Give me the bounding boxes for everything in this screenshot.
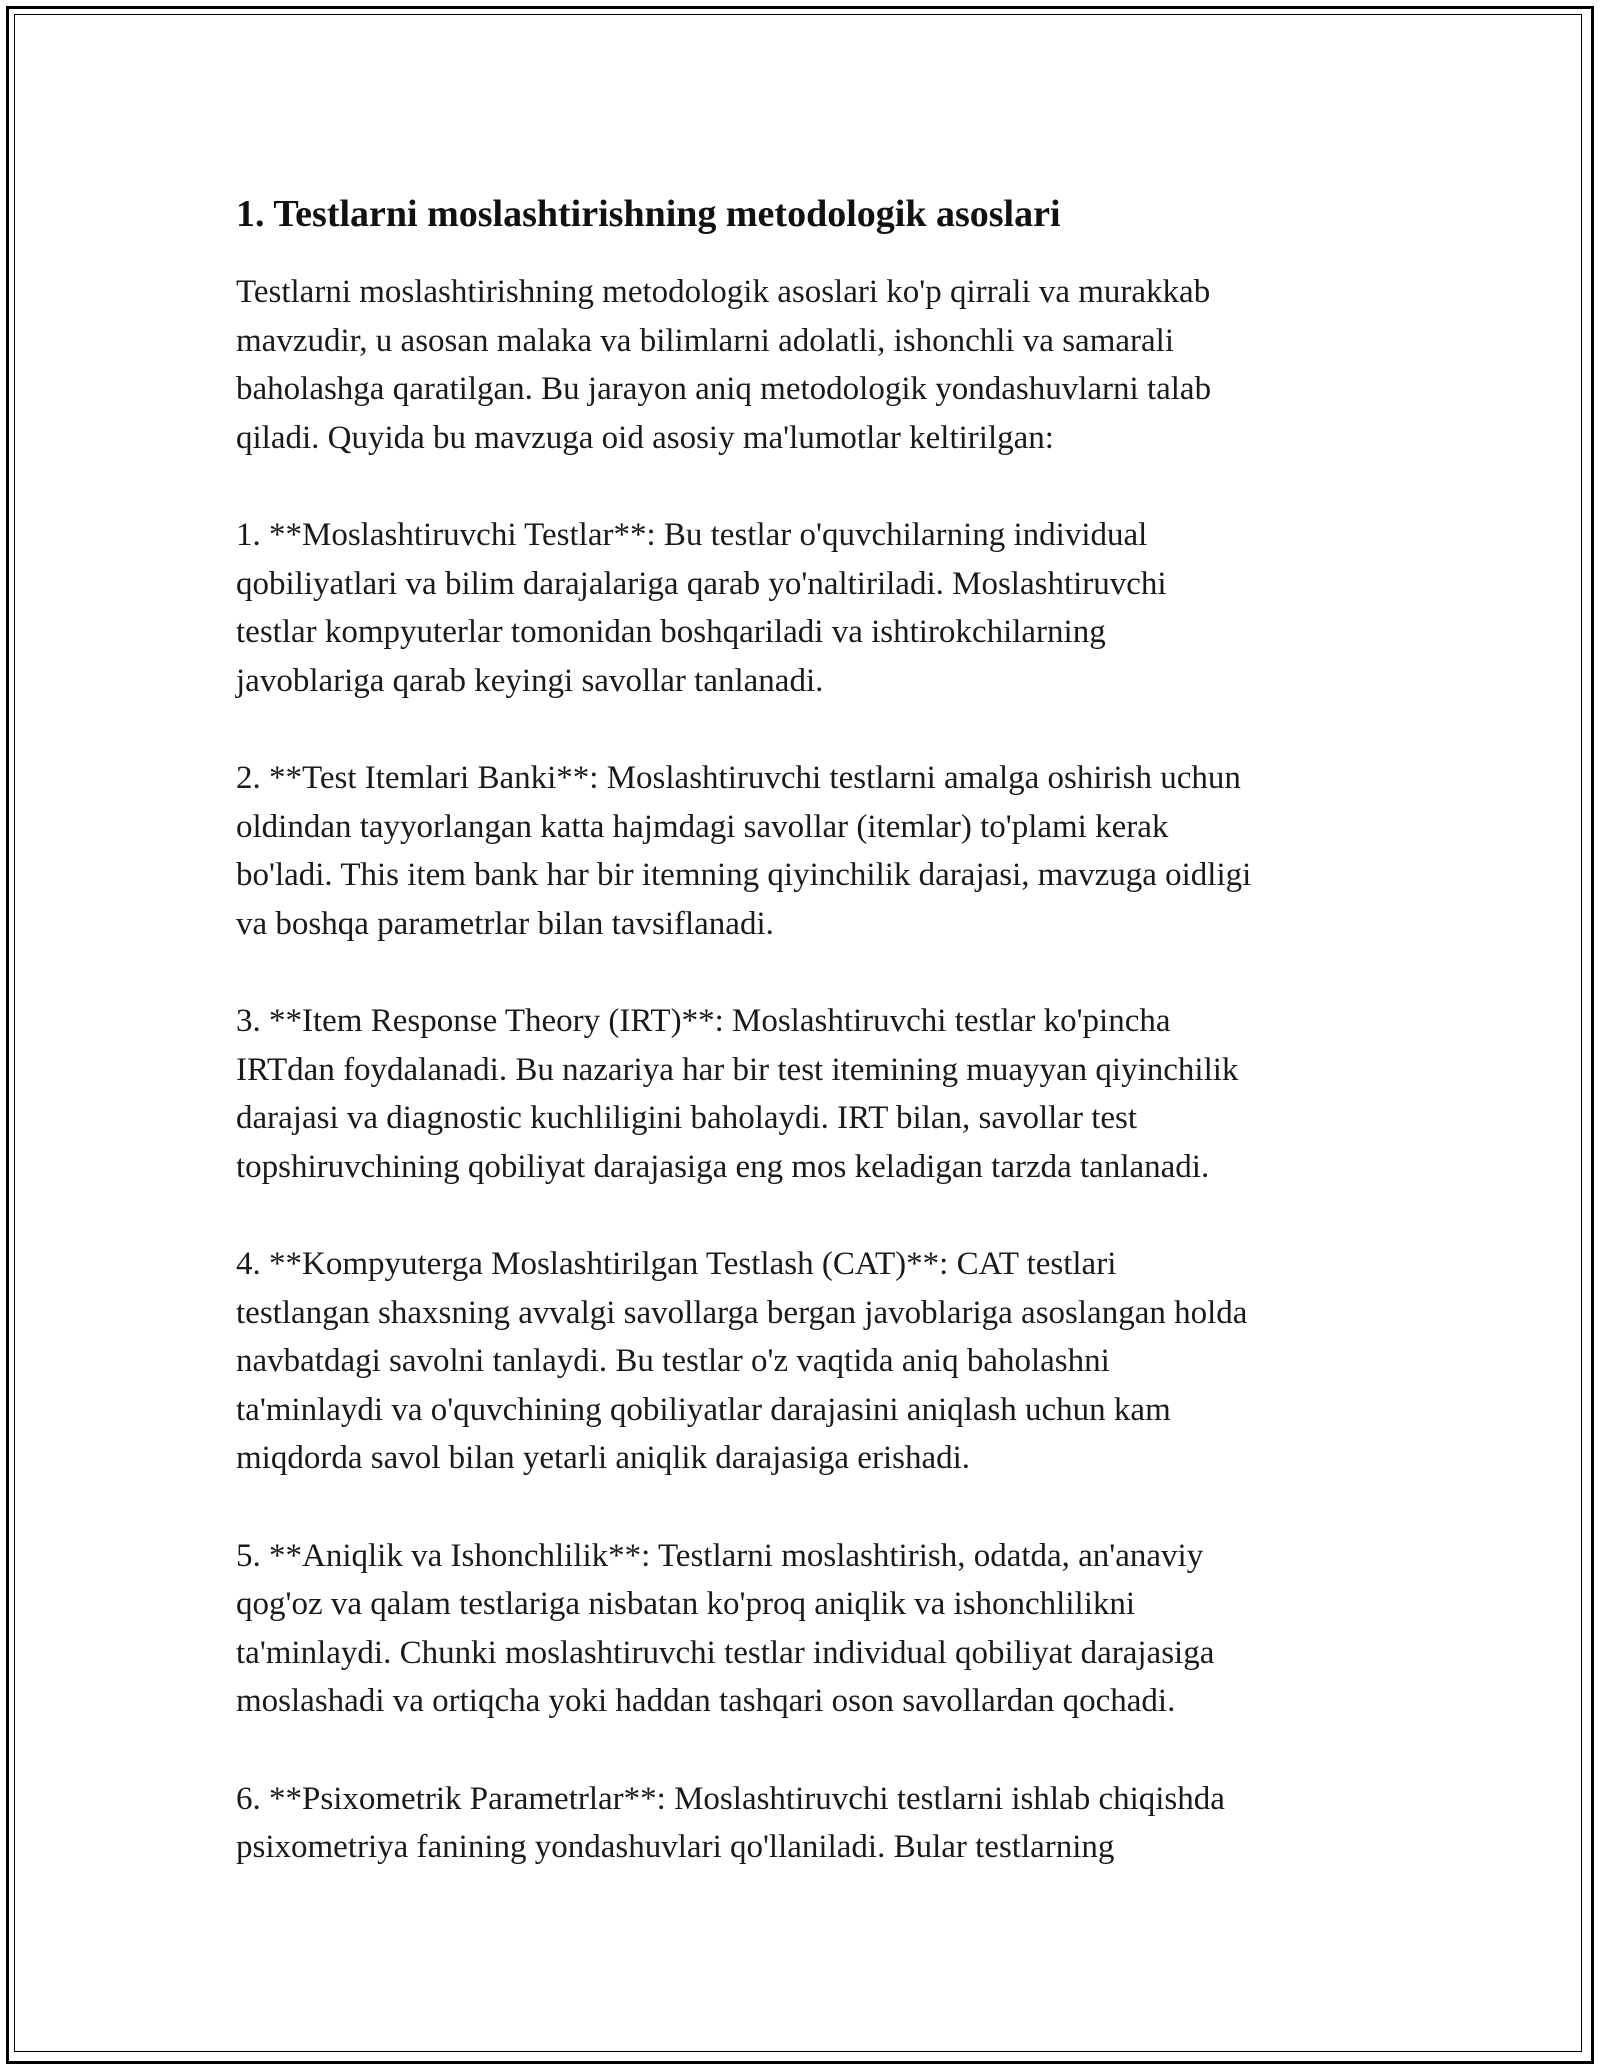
paragraph-line: qobiliyatlari va bilim darajalariga qarab yo'naltiriladi. Moslashtiruvchi [236, 565, 1167, 602]
paragraph-line: psixometriya fanining yondashuvlari qo'llaniladi. Bular testlarning [236, 1829, 1115, 1865]
paragraph-line: topshiruvchining qobiliyat darajasiga eng mos keladigan tarzda tanlanadi. [236, 1148, 1210, 1185]
paragraph-line: 5. **Aniqlik va Ishonchlilik**: Testlarni moslashtirish, odatda, an'anaviy [236, 1537, 1204, 1574]
paragraph-line: darajasi va diagnostic kuchliligini baholaydi. IRT bilan, savollar test [236, 1100, 1138, 1136]
intro-paragraph [236, 268, 1376, 462]
item-6-paragraph [236, 1775, 1376, 1872]
paragraph-line: mavzudir, u asosan malaka va bilimlarni adolatli, ishonchli va samarali [236, 322, 1174, 359]
paragraph-line: 2. **Test Itemlari Banki**: Moslashtiruvchi testlarni amalga oshirish uchun [236, 760, 1241, 796]
paragraph-line: 3. **Item Response Theory (IRT)**: Moslashtiruvchi testlar ko'pincha [236, 1003, 1171, 1039]
paragraph-line: qiladi. Quyida bu mavzuga oid asosiy ma'lumotlar keltirilgan: [236, 419, 1054, 456]
paragraph-line: ta'minlaydi. Chunki moslashtiruvchi testlar individual qobiliyat darajasiga [236, 1634, 1215, 1671]
paragraph-line: javoblariga qarab keyingi savollar tanlanadi. [236, 662, 824, 699]
paragraph-line: 6. **Psixometrik Parametrlar**: Moslashtiruvchi testlarni ishlab chiqishda [236, 1780, 1225, 1817]
paragraph-line: moslashadi va ortiqcha yoki haddan tashqari oson savollardan qochadi. [236, 1683, 1176, 1719]
paragraph-line: qog'oz va qalam testlariga nisbatan ko'proq aniqlik va ishonchlilikni [236, 1586, 1136, 1622]
document-body [236, 190, 1376, 1921]
paragraph-line: navbatdagi savolni tanlaydi. Bu testlar o'z vaqtida aniq baholashni [236, 1343, 1110, 1379]
item-3-paragraph [236, 997, 1376, 1191]
paragraph-line: IRTdan foydalanadi. Bu nazariya har bir test itemining muayyan qiyinchilik [236, 1051, 1239, 1088]
item-5-paragraph [236, 1532, 1376, 1726]
paragraph-line: testlar kompyuterlar tomonidan boshqariladi va ishtirokchilarning [236, 614, 1106, 650]
paragraph-line: testlangan shaxsning avvalgi savollarga bergan javoblariga asoslangan holda [236, 1294, 1248, 1331]
paragraph-line: bo'ladi. This item bank har bir itemning qiyinchilik darajasi, mavzuga oidligi [236, 857, 1252, 893]
paragraph-line: oldindan tayyorlangan katta hajmdagi savollar (itemlar) to'plami kerak [236, 808, 1169, 845]
paragraph-line: baholashga qaratilgan. Bu jarayon aniq metodologik yondashuvlarni talab [236, 371, 1212, 407]
item-1-paragraph [236, 511, 1376, 705]
item-4-paragraph [236, 1240, 1376, 1483]
paragraph-line: miqdorda savol bilan yetarli aniqlik darajasiga erishadi. [236, 1440, 971, 1476]
paragraph-line: 4. **Kompyuterga Moslashtirilgan Testlash (CAT)**: CAT testlari [236, 1246, 1117, 1282]
paragraph-line: 1. **Moslashtiruvchi Testlar**: Bu testlar o'quvchilarning individual [236, 517, 1148, 553]
section-heading: 1. Testlarni moslashtirishning metodologik asoslari [236, 193, 1061, 235]
item-2-paragraph [236, 754, 1376, 948]
paragraph-line: va boshqa parametrlar bilan tavsiflanadi. [236, 905, 774, 942]
paragraph-line: Testlarni moslashtirishning metodologik asoslari ko'p qirrali va murakkab [236, 274, 1211, 310]
paragraph-line: ta'minlaydi va o'quvchining qobiliyatlar darajasini aniqlash uchun kam [236, 1391, 1171, 1428]
